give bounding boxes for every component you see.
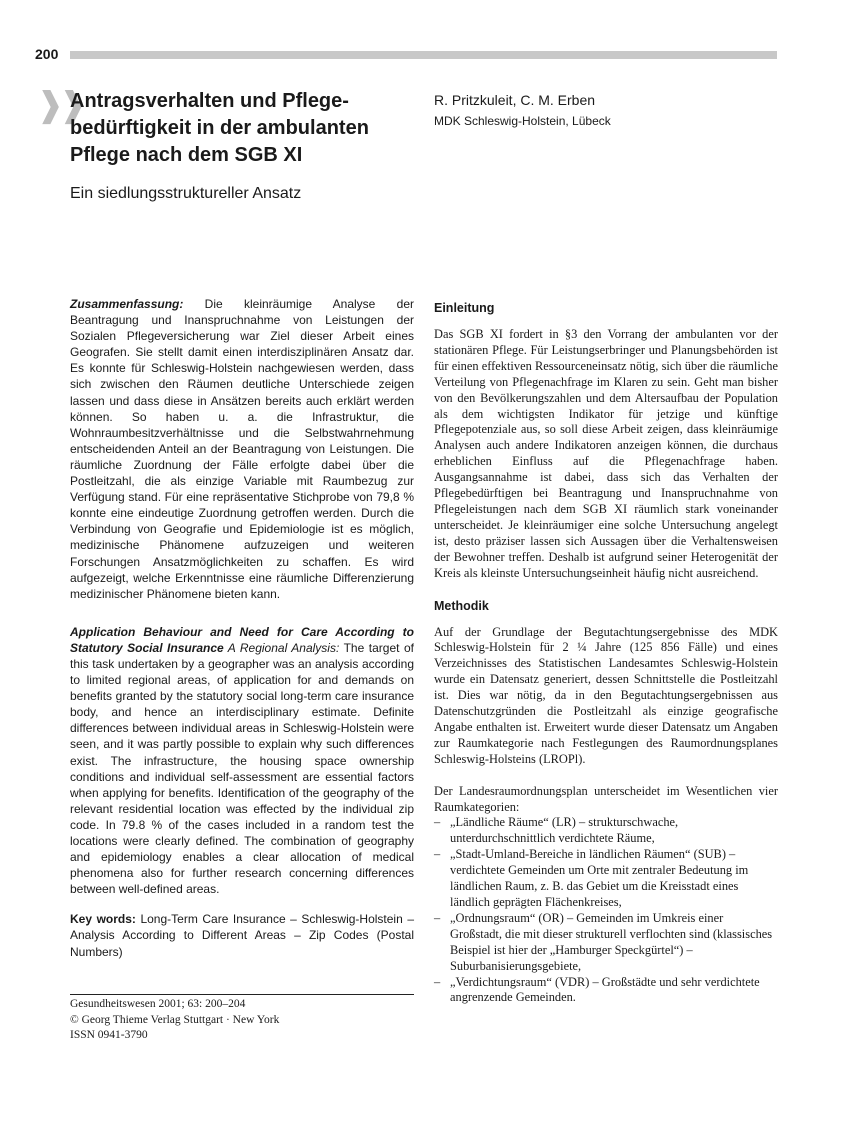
issn: ISSN 0941-3790 [70,1029,148,1041]
article-subtitle: Ein siedlungsstruktureller Ansatz [70,185,302,202]
list-item [434,911,778,975]
citation: Gesundheitswesen 2001; 63: 200–204 [70,998,246,1010]
raumkategorien-list [434,815,778,1006]
keywords-text: Long-Term Care Insurance – Schleswig-Holstein – Analysis According to Different Areas – Zip Codes (Postal Numbers) [70,912,414,959]
list-item [434,815,778,847]
list-dash: – [434,847,441,862]
list-item [434,847,778,911]
list-item-text: „Stadt-Umland-Bereiche in ländlichen Räumen“ (SUB) – verdichtete Gemeinden um Orte mit zentraler Bedeutung im ländlichen Raum, z. B. das Gebiet um die Kreisstadt eines ländlich geprägten Flächenkreises, [450,847,749,909]
affiliation: MDK Schleswig-Holstein, Lübeck [434,114,611,128]
footer-divider [70,994,414,995]
publisher: © Georg Thieme Verlag Stuttgart · New York [70,1013,280,1026]
list-item-text: „Ländliche Räume“ (LR) – strukturschwache, unterdurchschnittlich verdichtete Räume, [450,815,679,846]
article-marker-icon: ❱❱ [36,85,81,125]
abstract-german-lead: Zusammenfassung: [70,297,184,311]
abstract-german [70,296,414,602]
keywords-lead: Key words: [70,912,136,927]
keywords [70,911,414,959]
list-dash: – [434,974,441,989]
abstract-english-title: Application Behaviour and Need for Care According to Statutory Social Insurance [70,624,414,655]
page-number: 200 [35,46,59,62]
publication-footer [70,997,414,1044]
abstract-german-text: Die kleinräumige Analyse der Beantragung und Inanspruchnahme von Leistungen der Sozialen Pflegeversicherung war Ziel dieser Arbeit eines Geografen. Sie stellt damit einen interdisziplinären Ansatz dar. Es konnte für Schleswig-Holstein nachgewiesen werden, dass sich zwischen den Räumen deutliche Unterschiede zeigen lassen und dass diese in Ansätzen bereits auch erklärt werden können. So haben u. a. die Infrastruktur, die Wohnraumbesitzverhältnisse und die Selbstwahrnehmung entscheidenden Anteil an der Beantragung von Leistungen. Die räumliche Zuordnung der Fälle erfolgte dabei über die Postleitzahl, die als einzige Variable mit Raumbezug zur Verfügung stand. Für eine repräsentative Stichprobe von 79,8 % konnte eine eindeutige Zuordnung getroffen werden. Durch die Verbindung von Geografie und Epidemiologie ist es möglich, medizinische Phänomene aufzuzeigen und weiteren Forschungen Ansatzmöglichkeiten zu schaffen. Es wird aufgezeigt, welche Erkenntnisse eine räumliche Differenzierung medizinischer Phänomene bieten kann. [70,297,414,601]
list-item-text: „Verdichtungsraum“ (VDR) – Großstädte und sehr verdichtete angrenzende Gemeinden. [450,974,760,1005]
section-heading-methodik: Methodik [434,598,489,613]
article-title [70,88,400,169]
header-bar [70,51,777,59]
title-line: Antragsverhalten und Pflege- [70,90,349,112]
list-item [434,975,778,1007]
section-heading-einleitung: Einleitung [434,301,495,315]
abstract-english-text: The target of this task undertaken by a geographer was an analysis according to limited regional areas, of application for and demands on benefits granted by the statutory social long-term care insurance body, and hence an interdisciplinary estimate. Definite differences between individual areas in Schleswig-Holstein were seen, and it was partly possible to explain why such differences exist. The infrastructure, the housing space ownership conditions and individual self-assessment are essential factors when applying for benefits. Identification of the geography of the relevant residential location was effected by the individual zip code. In 79.8 % of the cases included in a random test the locations were clearly defined. The combination of geography and epidemiology enables a clear allocation of medical phenomena also for further research concerning differences between well-defined areas. [70,640,414,897]
authors: R. Pritzkuleit, C. M. Erben [434,92,596,108]
abstract-english-subtitle: A Regional Analysis: [223,640,340,655]
list-item-text: „Ordnungsraum“ (OR) – Gemeinden im Umkreis einer Großstadt, die mit dieser strukturell verflochten sind (klassisches Beispiel ist hier der „Hamburger Speckgürtel“) – Suburbanisierungsgebiete, [450,910,773,973]
abstract-column [70,296,414,960]
title-line: bedürftigkeit in der ambulanten [70,117,369,139]
list-dash: – [434,910,441,925]
title-line: Pflege nach dem SGB XI [70,144,303,166]
methodik-paragraph-2: Der Landesraumordnungsplan unterscheidet im Wesentlichen vier Raumkategorien: [434,783,778,814]
body-column [434,300,778,1006]
methodik-paragraph-1: Auf der Grundlage der Begutachtungsergebnisse des MDK Schleswig-Holstein für 2 ¼ Jahre (125 856 Fälle) und eines Verzeichnisses des Statistischen Landesamtes Schleswig-Holstein wurde ein Datensatz generiert, dessen Schnittstelle die Postleitzahl ist. Dies war nötig, da in den Begutachtungsergebnissen aus Datenschutzgründen die Postleitzahl als einzige geografische Angabe enthalten ist. Erweitert wurde dieser Datensatz um Angaben zur Raumkategorie nach Festlegungen des Raumordnungsplanes Schleswig-Holsteins (LROPl). [434,624,778,766]
einleitung-paragraph: Das SGB XI fordert in §3 den Vorrang der ambulanten vor der stationären Pflege. Für Leistungserbringer und Planungsbehörden ist für einen effektiven Ressourceneinsatz nötig, sich über die räumliche Verteilung von Pflegenachfrage im Klaren zu sein. Geht man bisher von den Bevölkerungszahlen und dem Altersaufbau der Population als dem wichtigsten Indikator für jetzige und künftige Pflegepotenziale aus, so soll diese Arbeit zeigen, dass kleinräumige Analysen auch andere Indikatoren anzeigen können, die durchaus erheblichen Einfluss auf die Pflegenachfrage haben. Ausgangsannahme ist dabei, dass sich das Verhalten der Pflegebedürftigen bei Beantragung und Inanspruchnahme von Pflegeleistungen nach dem SGB XI räumlich stark voneinander unterscheidet. Je kleinräumiger eine solche Untersuchung angelegt ist, desto präziser lassen sich Aussagen über die Verhaltensweisen der Bewohner treffen. Deshalb ist aufgrund seiner Heterogenität der Kreis als kleinste Untersuchungseinheit häufig nicht ausreichend. [434,327,778,580]
list-dash: – [434,815,441,830]
abstract-english [70,624,414,898]
